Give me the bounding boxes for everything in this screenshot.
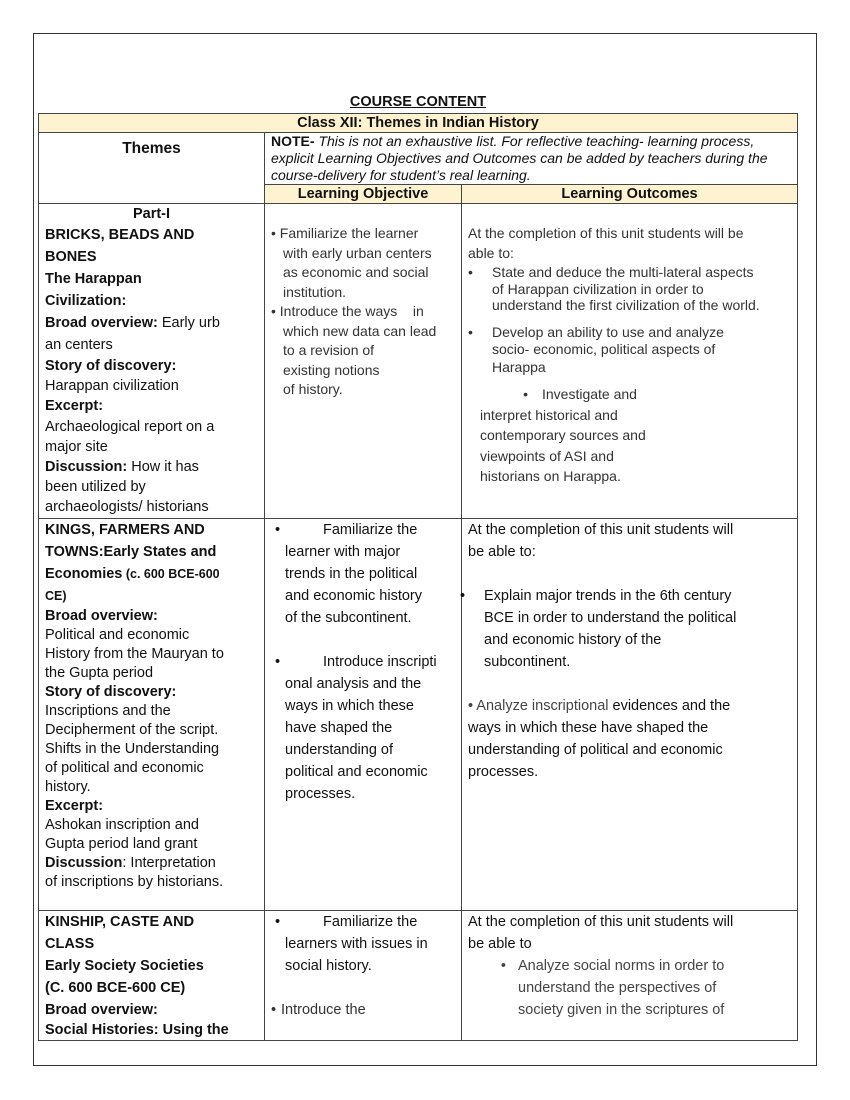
- text: (c. 600 BCE-600: [122, 566, 220, 581]
- text: Harappa: [492, 358, 546, 375]
- theme-line: BRICKS, BEADS AND: [45, 227, 195, 243]
- theme-line: KINGS, FARMERS AND: [45, 521, 205, 538]
- text: evidences and the: [608, 697, 731, 714]
- table-row: [39, 518, 798, 910]
- text: processes.: [285, 785, 356, 802]
- theme-line: Civilization:: [45, 293, 127, 309]
- text: Decipherment of the script.: [45, 721, 219, 738]
- list-item: • Introduce the: [271, 1001, 366, 1018]
- text: existing notions: [283, 361, 380, 378]
- text: onal analysis and the: [285, 675, 422, 692]
- list-item: • Familiarize the: [275, 521, 418, 538]
- text: Develop an ability to use and analyze: [492, 323, 724, 340]
- text: historians on Harappa.: [480, 468, 621, 484]
- class-title: Class XII: Themes in Indian History: [39, 114, 798, 133]
- text: be able to: [468, 935, 532, 952]
- text: contemporary sources and: [480, 427, 646, 443]
- list-item: • Investigate and interpret historical and contemporary sources and viewpoints of ASI and historians on Harappa.: [468, 384, 791, 487]
- page-title: COURSE CONTENT: [349, 94, 487, 110]
- themes-header: Themes: [39, 133, 265, 204]
- list-item: • Develop an ability to use and analyze socio- economic, political aspects of Harappa: [468, 324, 791, 377]
- text: trends in the political: [285, 565, 418, 582]
- text: be able to:: [468, 543, 536, 560]
- unit1-objective: [265, 204, 462, 519]
- text: Inscriptions and the: [45, 702, 171, 719]
- unit2-objective: [265, 518, 462, 910]
- text: At the completion of this unit students will: [468, 913, 734, 930]
- text: society given in the scriptures of: [518, 1001, 725, 1018]
- label: Discussion:: [45, 459, 128, 476]
- text: to a revision of: [283, 342, 375, 358]
- text: of political and economic: [45, 759, 204, 776]
- text: State and deduce the multi-lateral aspects: [492, 264, 754, 280]
- text: and economic history: [285, 587, 423, 604]
- story-label: Story of discovery:: [45, 358, 177, 374]
- list-item: • Introduce inscripti: [275, 653, 437, 670]
- text: At the completion of this unit students will be: [468, 225, 744, 241]
- table-row: [39, 204, 798, 519]
- text: Gupta period land grant: [45, 835, 198, 852]
- text: which new data can lead: [283, 322, 437, 339]
- story-text: Harappan civilization: [45, 378, 179, 395]
- list-item: [468, 695, 791, 717]
- text: institution.: [283, 283, 347, 300]
- text: as economic and social: [283, 264, 429, 280]
- theme-line: BONES: [45, 249, 97, 265]
- list-item: • Introduce the ways in: [271, 303, 424, 319]
- text: How it has: [127, 459, 199, 476]
- learning-outcomes-header: Learning Outcomes: [462, 185, 798, 204]
- note-label: NOTE-: [271, 133, 315, 149]
- theme-line: CLASS: [45, 935, 95, 952]
- broad-overview-label: Broad overview:: [45, 607, 158, 624]
- discussion: [45, 457, 258, 477]
- text: understanding of political and economic: [468, 741, 723, 758]
- note-text: This is not an exhaustive list. For reflective teaching- learning process, explicit Learning Objectives and Outcomes can be added by teachers during the course-delivery for student’s real learning.: [271, 133, 768, 183]
- text: Analyze social norms in order to: [518, 957, 725, 974]
- list-item: • Analyze social norms in order to understand the perspectives of society given in the scriptures of: [468, 955, 791, 1021]
- text: with early urban centers: [283, 244, 432, 261]
- text: Introduce inscripti: [323, 653, 437, 670]
- text: subcontinent.: [484, 653, 571, 670]
- story-label: Story of discovery:: [45, 683, 177, 700]
- broad-overview: [45, 312, 258, 334]
- text: Ashokan inscription and: [45, 816, 199, 833]
- theme-line: KINSHIP, CASTE AND: [45, 913, 195, 930]
- text: Introduce the ways in: [279, 303, 424, 319]
- learning-objective-header: Learning Objective: [265, 185, 462, 204]
- theme-line: TOWNS:Early States and: [45, 543, 217, 560]
- text: Early urb: [157, 315, 220, 331]
- unit3-outcomes: [462, 910, 798, 1040]
- text: and economic history of the: [484, 631, 662, 648]
- unit2-theme: [39, 518, 265, 910]
- text: Investigate and: [542, 386, 637, 402]
- unit1-outcomes: [462, 204, 798, 519]
- theme-line: [45, 563, 258, 585]
- unit3-theme: [39, 910, 265, 1040]
- text: • Analyze inscriptional: [468, 697, 609, 714]
- text: socio- economic, political aspects of: [492, 341, 716, 357]
- text: able to:: [468, 244, 514, 261]
- broad-overview-label: Broad overview:: [45, 1001, 158, 1018]
- table-row: [39, 910, 798, 1040]
- text: of Harappan civilization in order to: [492, 280, 704, 297]
- text: Familiarize the: [323, 913, 418, 930]
- text: learners with issues in: [285, 935, 428, 952]
- list-item: • Familiarize the learner: [271, 225, 419, 241]
- text: understand the first civilization of the world.: [492, 297, 760, 313]
- excerpt-label: Excerpt:: [45, 797, 104, 814]
- unit3-objective: [265, 910, 462, 1040]
- text: of inscriptions by historians.: [45, 873, 224, 890]
- excerpt-text: Archaeological report on a: [45, 418, 215, 435]
- text: social history.: [285, 957, 372, 974]
- text: Familiarize the learner: [279, 225, 419, 241]
- list-item: • Familiarize the: [275, 913, 418, 930]
- text: ways in which these: [285, 697, 414, 714]
- text: understanding of: [285, 741, 394, 758]
- theme-line: (C. 600 BCE-600 CE): [45, 979, 186, 996]
- label: Broad overview:: [45, 315, 158, 331]
- text: At the completion of this unit students will: [468, 521, 734, 538]
- note-cell: [265, 133, 798, 185]
- excerpt-label: Excerpt:: [45, 398, 104, 415]
- unit1-theme: [39, 204, 265, 519]
- label: Discussion: [45, 854, 123, 871]
- text: Shifts in the Understanding: [45, 740, 220, 757]
- text: Familiarize the: [323, 521, 418, 538]
- text: ways in which these have shaped the: [468, 719, 709, 736]
- class-title-row: [39, 114, 798, 133]
- theme-line: CE): [45, 588, 67, 603]
- text: of history.: [283, 381, 343, 397]
- text: interpret historical and: [480, 406, 618, 423]
- text: been utilized by: [45, 479, 146, 496]
- discussion: [45, 854, 258, 873]
- text: Explain major trends in the 6th century: [484, 587, 732, 604]
- list-item: • State and deduce the multi-lateral aspects of Harappan civilization in order to understand the first civilization of the world.: [468, 264, 791, 314]
- text: Political and economic: [45, 626, 190, 643]
- text: learner with major: [285, 543, 401, 560]
- unit2-outcomes: [462, 518, 798, 910]
- theme-line: Early Society Societies: [45, 957, 204, 974]
- text: an centers: [45, 337, 113, 353]
- text: : Interpretation: [122, 854, 216, 871]
- text: political and economic: [285, 763, 428, 780]
- text: viewpoints of ASI and: [480, 447, 614, 464]
- text: Economies: [45, 565, 123, 582]
- theme-line: The Harappan: [45, 271, 142, 287]
- text: of the subcontinent.: [285, 609, 412, 626]
- text: processes.: [468, 763, 539, 780]
- excerpt-text: major site: [45, 438, 108, 455]
- text: the Gupta period: [45, 664, 154, 681]
- list-item: • Explain major trends in the 6th century: [460, 587, 732, 604]
- text: archaeologists/ historians: [45, 499, 209, 516]
- text: have shaped the: [285, 719, 393, 736]
- text: understand the perspectives of: [518, 979, 717, 996]
- theme-line: Social Histories: Using the: [45, 1021, 229, 1038]
- text: history.: [45, 778, 91, 795]
- text: Introduce the: [281, 1001, 366, 1018]
- text: History from the Mauryan to: [45, 645, 224, 662]
- part-label: Part-I: [132, 206, 171, 222]
- header-row: [39, 133, 798, 185]
- course-content-table: [38, 113, 798, 1041]
- text: BCE in order to understand the political: [484, 609, 737, 626]
